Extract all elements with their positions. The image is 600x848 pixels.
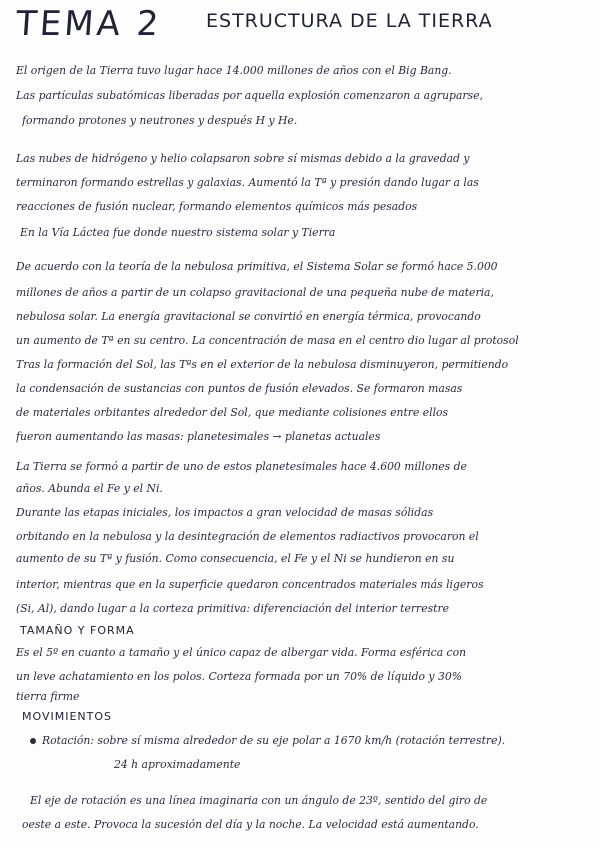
text-line: En la Vía Láctea fue donde nuestro sistema solar y Tierra <box>20 226 336 239</box>
text-line: formando protones y neutrones y después H y He. <box>22 114 298 127</box>
text-line: 24 h aproximadamente <box>114 758 241 771</box>
text-line: Rotación: sobre sí misma alrededor de su eje polar a 1670 km/h (rotación terrestre). <box>42 734 506 747</box>
text-line: Es el 5º en cuanto a tamaño y el único capaz de albergar vida. Forma esférica con <box>16 646 467 659</box>
text-line: nebulosa solar. La energía gravitacional se convirtió en energía térmica, provocando <box>16 310 481 323</box>
text-line: La Tierra se formó a partir de uno de estos planetesimales hace 4.600 millones de <box>16 460 467 473</box>
text-line: Las nubes de hidrógeno y helio colapsaron sobre sí mismas debido a la gravedad y <box>16 152 470 165</box>
text-line: aumento de su Tª y fusión. Como consecuencia, el Fe y el Ni se hundieron en su <box>16 552 455 565</box>
section-heading-tamano: TAMAÑO Y FORMA <box>20 624 135 637</box>
text-line: la condensación de sustancias con puntos de fusión elevados. Se formaron masas <box>16 382 463 395</box>
page-title: ESTRUCTURA DE LA TIERRA <box>206 10 493 32</box>
text-line: (Si, Al), dando lugar a la corteza primitiva: diferenciación del interior terrestre <box>16 602 450 615</box>
tema-label: TEMA 2 <box>14 4 163 44</box>
text-line: tierra firme <box>16 690 80 703</box>
text-line: años. Abunda el Fe y el Ni. <box>16 482 163 495</box>
text-line: un leve achatamiento en los polos. Corteza formada por un 70% de líquido y 30% <box>16 670 462 683</box>
text-line: El eje de rotación es una línea imaginaria con un ángulo de 23º, sentido del giro de <box>30 794 488 807</box>
text-line: orbitando en la nebulosa y la desintegración de elementos radiactivos provocaron el <box>16 530 479 543</box>
bullet-icon <box>30 738 36 744</box>
text-line: El origen de la Tierra tuvo lugar hace 14.000 millones de años con el Big Bang. <box>16 64 452 77</box>
text-line: terminaron formando estrellas y galaxias. Aumentó la Tª y presión dando lugar a las <box>16 176 479 189</box>
text-line: reacciones de fusión nuclear, formando elementos químicos más pesados <box>16 200 418 213</box>
text-line: un aumento de Tª en su centro. La concentración de masa en el centro dio lugar al protosol <box>16 334 519 347</box>
text-line: De acuerdo con la teoría de la nebulosa primitiva, el Sistema Solar se formó hace 5.000 <box>16 260 498 273</box>
text-line: fueron aumentando las masas: planetesimales → planetas actuales <box>16 430 381 443</box>
text-line: Las partículas subatómicas liberadas por aquella explosión comenzaron a agruparse, <box>16 89 483 102</box>
section-heading-movimientos: MOVIMIENTOS <box>22 710 112 723</box>
text-line: interior, mientras que en la superficie quedaron concentrados materiales más ligeros <box>16 578 484 591</box>
text-line: millones de años a partir de un colapso gravitacional de una pequeña nube de materia, <box>16 286 494 299</box>
text-line: de materiales orbitantes alrededor del Sol, que mediante colisiones entre ellos <box>16 406 449 419</box>
text-line: oeste a este. Provoca la sucesión del día y la noche. La velocidad está aumentando. <box>22 818 479 831</box>
text-line: Durante las etapas iniciales, los impactos a gran velocidad de masas sólidas <box>16 506 434 519</box>
text-line: Tras la formación del Sol, las Tªs en el exterior de la nebulosa disminuyeron, permitiendo <box>16 358 509 371</box>
title-row <box>16 4 586 48</box>
